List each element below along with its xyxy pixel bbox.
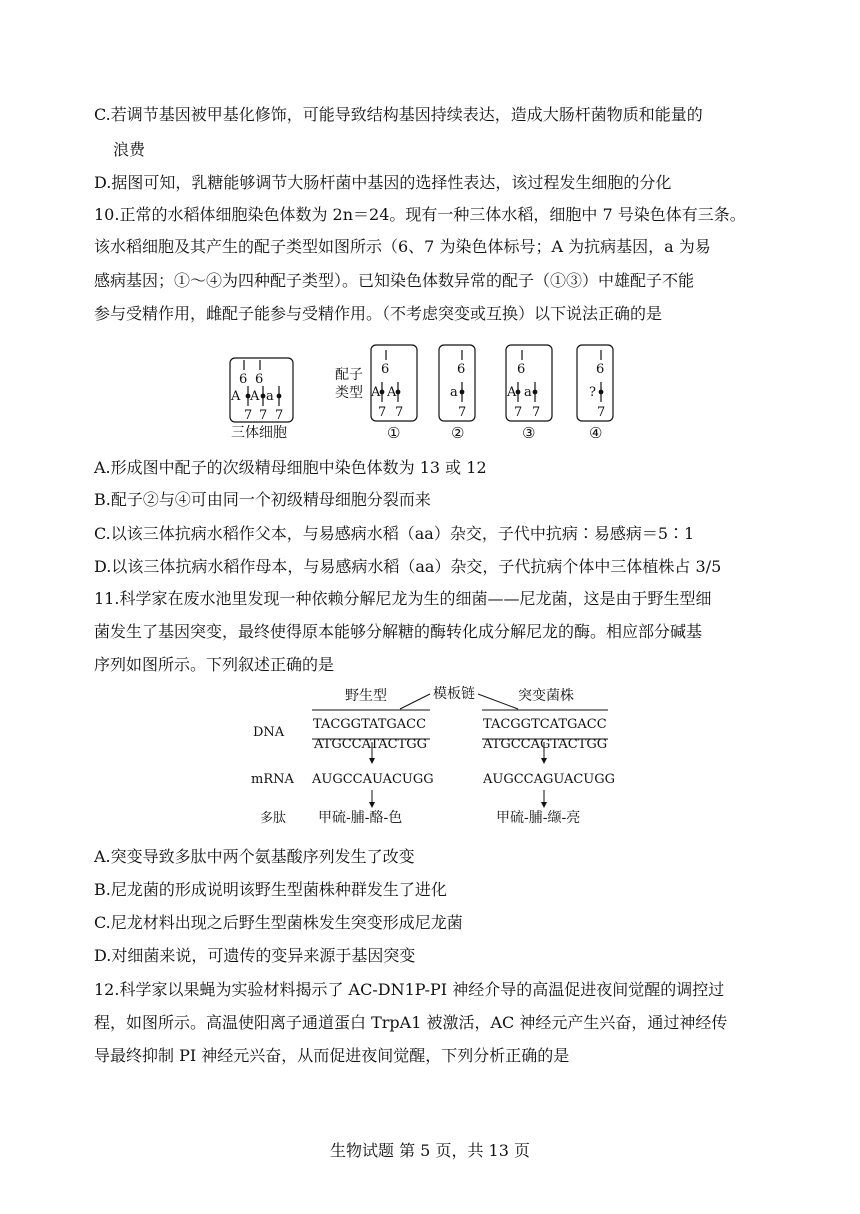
question-12-line: 12.科学家以果蝇为实验材料揭示了 AC-DN1P-PI 神经介导的高温促进夜间觉醒的调控过 [94,980,725,999]
gene-label: A [371,385,381,400]
gene-label: A [231,389,241,404]
mt-peptide: 甲硫-脯-缬-亮 [496,810,581,826]
wild-type-label: 野生型 [345,688,387,704]
chr7-label: 7 [532,405,541,420]
option-c: C.尼龙材料出现之后野生型菌株发生突变形成尼龙菌 [94,913,463,932]
chr7-label: 7 [244,408,253,423]
chr7-label: 7 [275,408,284,423]
option-b: B.尼龙菌的形成说明该野生型菌株种群发生了进化 [94,880,447,899]
chr6-label: 6 [596,362,605,377]
gamete-number: ③ [522,424,536,442]
wt-dna-strand-2: ATGCCATACTGG [314,737,428,752]
chr6-label: 6 [517,362,526,377]
row-label-mrna: mRNA [251,772,294,787]
template-strand-label: 模板链 [433,686,475,702]
question-10-line: 10.正常的水稻体细胞染色体数为 2n＝24。现有一种三体水稻，细胞中 7 号染色体有三条。 [94,205,746,224]
cell-label: 三体细胞 [231,425,287,441]
gene-label: A [387,385,397,400]
mutant-label: 突变菌株 [518,688,574,704]
text-line: 序列如图所示。下列叙述正确的是 [94,655,335,674]
chromosome-figure [225,340,625,445]
chr7-label: 7 [514,405,523,420]
gene-label: a [266,389,274,404]
page-footer: 生物试题 第 5 页，共 13 页 [330,1141,530,1160]
mt-dna-strand-2: ATGCCAGTACTGG [483,737,608,752]
option-c: C.以该三体抗病水稻作父本，与易感病水稻（aa）杂交，子代中抗病∶易感病＝5∶1 [94,524,695,543]
text-line: 参与受精作用，雌配子能参与受精作用。（不考虑突变或互换）以下说法正确的是 [94,304,663,323]
gene-label: ? [589,385,596,400]
chr6-label: 6 [457,362,466,377]
wt-mrna: AUGCCAUACUGG [312,772,434,787]
text-line: 程，如图所示。高温使阳离子通道蛋白 TrpA1 被激活，AC 神经元产生兴奋，通过神经传 [94,1013,728,1032]
gene-label: A [250,389,260,404]
option-b: B.配子②与④可由同一个初级精母细胞分裂而来 [94,490,431,509]
gamete-number: ② [451,424,465,442]
option-d: D.对细菌来说，可遗传的变异来源于基因突变 [94,946,416,965]
chr6-label: 6 [255,372,264,387]
gamete-type-label: 类型 [335,385,363,401]
wt-peptide: 甲硫-脯-酪-色 [318,810,403,826]
chr6-label: 6 [381,362,390,377]
option-a: A.形成图中配子的次级精母细胞中染色体数为 13 或 12 [94,458,487,477]
option-d: D.以该三体抗病水稻作母本，与易感病水稻（aa）杂交，子代抗病个体中三体植株占 3/5 [94,557,722,576]
question-11-line: 11.科学家在废水池里发现一种依赖分解尼龙为生的细菌——尼龙菌，这是由于野生型细 [94,589,712,608]
text-line: 菌发生了基因突变，最终使得原本能够分解糖的酶转化成分解尼龙的酶。相应部分碱基 [94,622,703,641]
chr6-label: 6 [239,372,248,387]
text-line: D.据图可知，乳糖能够调节大肠杆菌中基因的选择性表达，该过程发生细胞的分化 [94,173,672,192]
gamete-label: 配子 [335,367,363,383]
mt-mrna: AUGCCAGUACUGG [483,772,616,787]
text-line: C.若调节基因被甲基化修饰，可能导致结构基因持续表达，造成大肠杆菌物质和能量的 [94,105,703,124]
mt-dna-strand-1: TACGGTCATGACC [483,717,607,732]
sequence-figure [250,682,620,832]
text-line: 导最终抑制 PI 神经元兴奋，从而促进夜间觉醒，下列分析正确的是 [94,1046,570,1065]
chr7-label: 7 [597,405,606,420]
chr7-label: 7 [259,408,268,423]
gene-label: A [507,385,517,400]
chr7-label: 7 [458,405,467,420]
text-line: 该水稻细胞及其产生的配子类型如图所示（6、7 为染色体标号；A 为抗病基因，a 为易 [94,237,711,256]
wt-dna-strand-1: TACGGTATGACC [313,717,427,732]
gamete-number: ① [387,424,401,442]
text-line: 浪费 [113,140,146,159]
chr7-label: 7 [378,405,387,420]
gene-label: a [524,385,532,400]
text-line: 感病基因；①～④为四种配子类型）。已知染色体数异常的配子（①③）中雄配子不能 [94,271,695,290]
row-label-dna: DNA [253,725,285,740]
row-label-peptide: 多肽 [260,811,287,826]
gamete-number: ④ [589,424,603,442]
chr7-label: 7 [395,405,404,420]
option-a: A.突变导致多肽中两个氨基酸序列发生了改变 [94,847,415,866]
gene-label: a [450,385,458,400]
